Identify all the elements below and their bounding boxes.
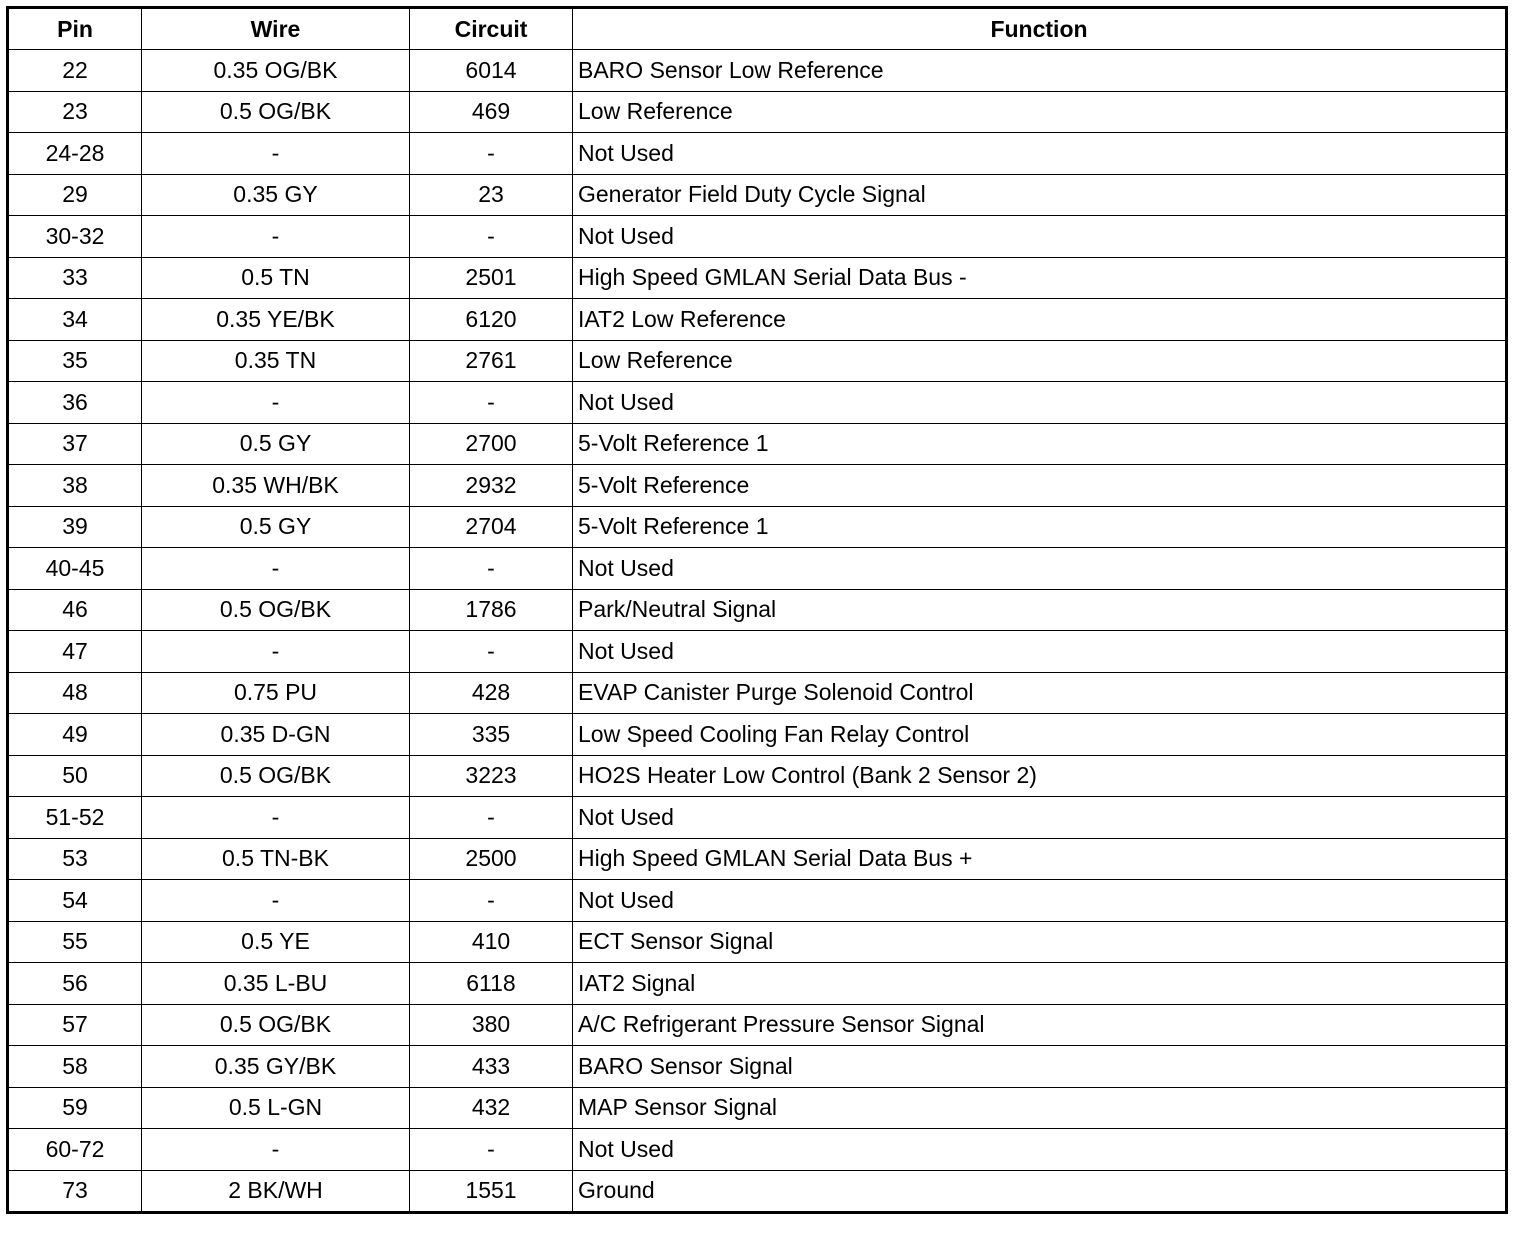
cell-pin: 39 — [8, 506, 142, 548]
cell-wire: 0.5 YE — [142, 921, 410, 963]
cell-circuit: 2704 — [410, 506, 573, 548]
cell-pin: 37 — [8, 423, 142, 465]
cell-pin: 51-52 — [8, 797, 142, 839]
cell-function: MAP Sensor Signal — [573, 1087, 1507, 1129]
cell-circuit: 6118 — [410, 963, 573, 1005]
cell-function: Not Used — [573, 1129, 1507, 1171]
table-row — [8, 714, 1507, 756]
cell-function: Low Reference — [573, 91, 1507, 133]
table-row — [8, 880, 1507, 922]
cell-function: Not Used — [573, 797, 1507, 839]
table-row — [8, 548, 1507, 590]
cell-wire: 0.5 OG/BK — [142, 1004, 410, 1046]
cell-wire: 0.75 PU — [142, 672, 410, 714]
table-row — [8, 423, 1507, 465]
table-row — [8, 50, 1507, 92]
table-row — [8, 1087, 1507, 1129]
table-row — [8, 797, 1507, 839]
cell-wire: 0.5 GY — [142, 506, 410, 548]
cell-function: Not Used — [573, 631, 1507, 673]
cell-function: 5-Volt Reference 1 — [573, 506, 1507, 548]
cell-pin: 57 — [8, 1004, 142, 1046]
cell-function: Not Used — [573, 133, 1507, 175]
cell-wire: 0.35 GY/BK — [142, 1046, 410, 1088]
cell-pin: 55 — [8, 921, 142, 963]
cell-pin: 34 — [8, 299, 142, 341]
cell-wire: - — [142, 133, 410, 175]
table-row — [8, 672, 1507, 714]
cell-circuit: 3223 — [410, 755, 573, 797]
cell-wire: - — [142, 880, 410, 922]
cell-pin: 33 — [8, 257, 142, 299]
header-circuit: Circuit — [410, 8, 573, 50]
cell-pin: 38 — [8, 465, 142, 507]
cell-circuit: - — [410, 382, 573, 424]
cell-wire: 0.35 D-GN — [142, 714, 410, 756]
table-row — [8, 340, 1507, 382]
cell-function: BARO Sensor Signal — [573, 1046, 1507, 1088]
cell-circuit: 2761 — [410, 340, 573, 382]
cell-circuit: 6014 — [410, 50, 573, 92]
cell-wire: 0.5 OG/BK — [142, 755, 410, 797]
cell-wire: 0.5 TN-BK — [142, 838, 410, 880]
cell-function: BARO Sensor Low Reference — [573, 50, 1507, 92]
cell-wire: - — [142, 548, 410, 590]
table-row — [8, 755, 1507, 797]
cell-function: HO2S Heater Low Control (Bank 2 Sensor 2) — [573, 755, 1507, 797]
cell-wire: 0.5 TN — [142, 257, 410, 299]
cell-function: Park/Neutral Signal — [573, 589, 1507, 631]
cell-circuit: 2501 — [410, 257, 573, 299]
cell-wire: 0.35 GY — [142, 174, 410, 216]
cell-wire: 0.5 OG/BK — [142, 589, 410, 631]
cell-circuit: - — [410, 1129, 573, 1171]
cell-function: 5-Volt Reference — [573, 465, 1507, 507]
cell-wire: - — [142, 216, 410, 258]
cell-pin: 46 — [8, 589, 142, 631]
cell-function: Ground — [573, 1170, 1507, 1213]
cell-pin: 49 — [8, 714, 142, 756]
table-header — [8, 8, 1507, 50]
cell-circuit: 410 — [410, 921, 573, 963]
header-row — [8, 8, 1507, 50]
cell-circuit: 1786 — [410, 589, 573, 631]
cell-circuit: 433 — [410, 1046, 573, 1088]
cell-wire: 0.35 OG/BK — [142, 50, 410, 92]
cell-circuit: - — [410, 133, 573, 175]
cell-wire: 0.35 YE/BK — [142, 299, 410, 341]
cell-function: Low Speed Cooling Fan Relay Control — [573, 714, 1507, 756]
connector-pinout-table — [6, 6, 1508, 1214]
table-row — [8, 216, 1507, 258]
cell-circuit: 1551 — [410, 1170, 573, 1213]
table-body — [8, 50, 1507, 1213]
cell-pin: 36 — [8, 382, 142, 424]
cell-circuit: 23 — [410, 174, 573, 216]
cell-pin: 60-72 — [8, 1129, 142, 1171]
cell-wire: 0.35 L-BU — [142, 963, 410, 1005]
cell-circuit: - — [410, 797, 573, 839]
cell-function: High Speed GMLAN Serial Data Bus - — [573, 257, 1507, 299]
cell-circuit: - — [410, 548, 573, 590]
cell-circuit: 2700 — [410, 423, 573, 465]
cell-pin: 73 — [8, 1170, 142, 1213]
cell-pin: 48 — [8, 672, 142, 714]
table-row — [8, 91, 1507, 133]
cell-pin: 40-45 — [8, 548, 142, 590]
table-row — [8, 299, 1507, 341]
cell-wire: 0.5 GY — [142, 423, 410, 465]
cell-function: Low Reference — [573, 340, 1507, 382]
table-row — [8, 838, 1507, 880]
cell-function: Not Used — [573, 548, 1507, 590]
cell-pin: 50 — [8, 755, 142, 797]
cell-circuit: 469 — [410, 91, 573, 133]
cell-circuit: 432 — [410, 1087, 573, 1129]
header-function: Function — [573, 8, 1507, 50]
cell-pin: 47 — [8, 631, 142, 673]
table-row — [8, 963, 1507, 1005]
cell-pin: 29 — [8, 174, 142, 216]
cell-function: EVAP Canister Purge Solenoid Control — [573, 672, 1507, 714]
cell-pin: 30-32 — [8, 216, 142, 258]
cell-wire: 0.5 L-GN — [142, 1087, 410, 1129]
cell-pin: 22 — [8, 50, 142, 92]
table-row — [8, 382, 1507, 424]
cell-circuit: - — [410, 216, 573, 258]
cell-function: IAT2 Low Reference — [573, 299, 1507, 341]
cell-pin: 53 — [8, 838, 142, 880]
cell-function: Not Used — [573, 382, 1507, 424]
cell-circuit: 428 — [410, 672, 573, 714]
cell-wire: - — [142, 1129, 410, 1171]
cell-circuit: - — [410, 880, 573, 922]
cell-pin: 56 — [8, 963, 142, 1005]
cell-pin: 35 — [8, 340, 142, 382]
table-row — [8, 589, 1507, 631]
cell-pin: 58 — [8, 1046, 142, 1088]
table-row — [8, 465, 1507, 507]
table-row — [8, 506, 1507, 548]
cell-function: High Speed GMLAN Serial Data Bus + — [573, 838, 1507, 880]
cell-function: IAT2 Signal — [573, 963, 1507, 1005]
table-row — [8, 1046, 1507, 1088]
cell-function: Not Used — [573, 880, 1507, 922]
cell-circuit: 380 — [410, 1004, 573, 1046]
table-row — [8, 133, 1507, 175]
cell-pin: 59 — [8, 1087, 142, 1129]
cell-circuit: 2932 — [410, 465, 573, 507]
table-row — [8, 1129, 1507, 1171]
table-row — [8, 631, 1507, 673]
cell-circuit: - — [410, 631, 573, 673]
cell-wire: - — [142, 382, 410, 424]
header-pin: Pin — [8, 8, 142, 50]
cell-pin: 23 — [8, 91, 142, 133]
table-row — [8, 1004, 1507, 1046]
cell-wire: 2 BK/WH — [142, 1170, 410, 1213]
cell-function: A/C Refrigerant Pressure Sensor Signal — [573, 1004, 1507, 1046]
cell-circuit: 335 — [410, 714, 573, 756]
cell-circuit: 2500 — [410, 838, 573, 880]
header-wire: Wire — [142, 8, 410, 50]
table-row — [8, 257, 1507, 299]
cell-pin: 24-28 — [8, 133, 142, 175]
cell-wire: 0.35 WH/BK — [142, 465, 410, 507]
cell-function: Not Used — [573, 216, 1507, 258]
cell-function: ECT Sensor Signal — [573, 921, 1507, 963]
cell-wire: - — [142, 631, 410, 673]
cell-pin: 54 — [8, 880, 142, 922]
table-row — [8, 921, 1507, 963]
cell-wire: - — [142, 797, 410, 839]
cell-wire: 0.35 TN — [142, 340, 410, 382]
table-row — [8, 174, 1507, 216]
cell-circuit: 6120 — [410, 299, 573, 341]
cell-function: 5-Volt Reference 1 — [573, 423, 1507, 465]
cell-function: Generator Field Duty Cycle Signal — [573, 174, 1507, 216]
table-row — [8, 1170, 1507, 1213]
cell-wire: 0.5 OG/BK — [142, 91, 410, 133]
